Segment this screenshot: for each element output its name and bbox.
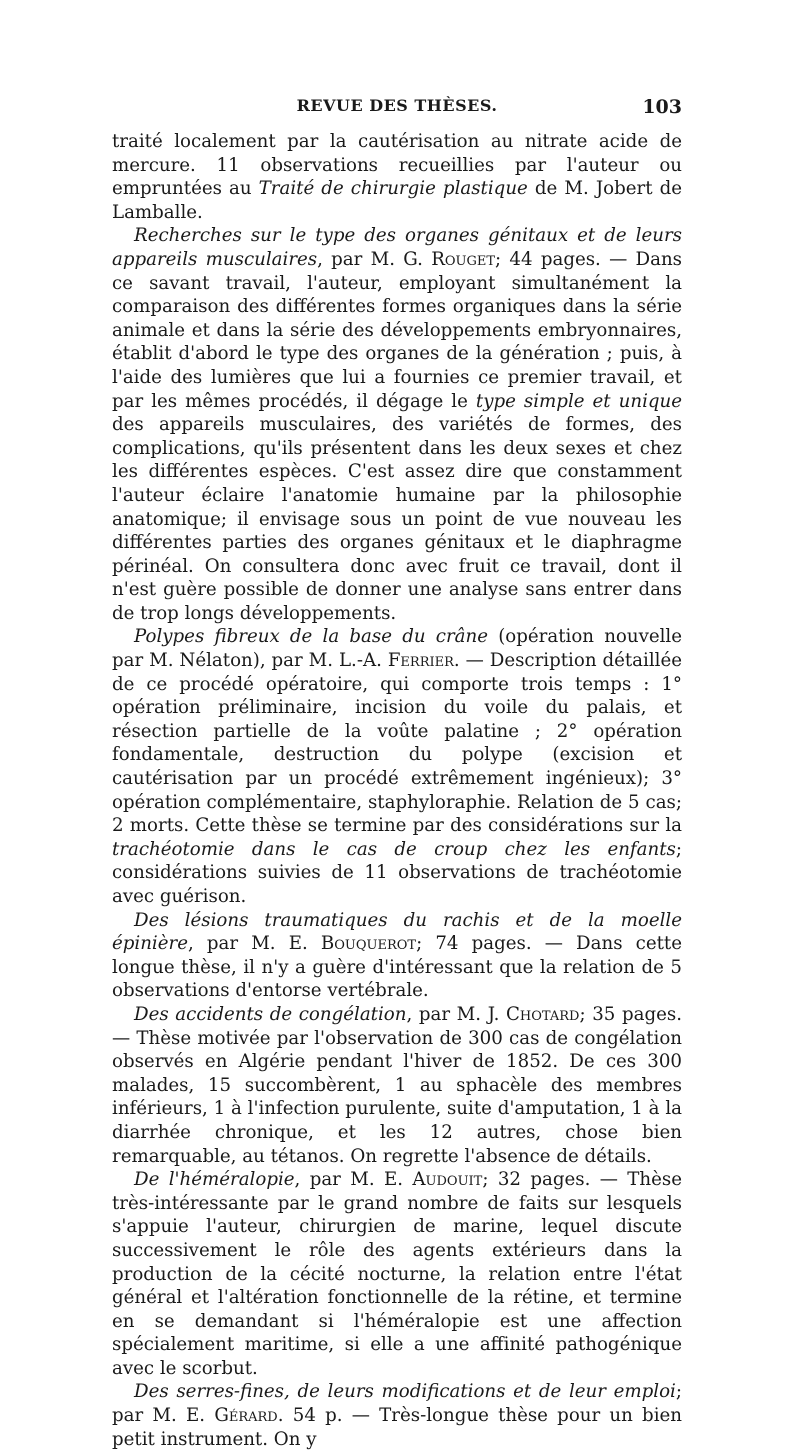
thesis-title: Polypes fibreux de la base du crâne xyxy=(134,626,488,648)
author-prefix: , par M. E. xyxy=(294,1169,413,1191)
running-head xyxy=(112,96,682,122)
paragraph-text: ; 44 pages. — Dans ce savant travail, l'auteur, employant simultanément la comparaison des différentes formes organiques dans la série animale et dans la série des développements embryonnaires, établit d'abord le type des organes de la génération ; puis, à l'aide des lumières que lui a fournies ce premier travail, et par les mêmes procédés, il dégage le xyxy=(112,248,683,412)
paragraph-text: . — Description détaillée de ce procédé opératoire, qui comporte trois temps : 1° opération préliminaire, incision du voile du palais, et résection partielle de la voûte palatine ; 2° opération fondamentale, destruction du polype (excision et cautérisation par un procédé extrêmement ingénieux); 3° opération complémentaire, staphyloraphie. Relation de 5 cas; 2 morts. Cette thèse se termine par des considérations sur la xyxy=(112,650,682,837)
paragraph-frostbite-thesis xyxy=(112,1003,682,1168)
paragraph-genital-organs-thesis xyxy=(112,224,682,625)
paragraph-text: ; 35 pages. — Thèse motivée par l'observation de 300 cas de congélation observés en Algérie pendant l'hiver de 1852. De ces 300 malades, 15 succombèrent, 1 au sphacèle des membres inférieurs, 1 à l'infection purulente, suite d'amputation, 1 à la diarrhée chronique, et les 12 autres, chose bien remarquable, au tétanos. On regrette l'absence de détails. xyxy=(112,1003,682,1167)
thesis-title: Recherches sur le type des organes génitaux et de leurs appareils musculaires xyxy=(112,225,682,270)
thesis-title: Des accidents de congélation xyxy=(134,1003,407,1025)
author-name: Bouquerot xyxy=(320,933,417,955)
paragraph-text: traité localement par la cautérisation au nitrate acide de mercure. 11 observations recueillies par l'auteur ou empruntées au xyxy=(112,131,682,200)
emphasis: trachéotomie dans le cas de croup chez les enfants xyxy=(112,838,676,860)
running-title: REVUE DES THÈSES. xyxy=(296,96,498,115)
paragraph-text: ; 74 pages. — Dans cette longue thèse, il n'y a guère d'intéressant que la relation de 5 observations d'entorse vertébrale. xyxy=(112,933,682,1002)
thesis-title: Des serres-fines, de leurs modifications et de leur emploi xyxy=(134,1381,676,1403)
author-name: Ferrier xyxy=(387,650,454,672)
author-name: Gérard xyxy=(214,1405,278,1427)
author-prefix: , par M. G. xyxy=(317,248,432,270)
thesis-title: Des lésions traumatiques du rachis et de la moelle épinière xyxy=(112,909,682,955)
paragraph-fibrous-polyps-thesis xyxy=(112,625,682,908)
emphasis: type simple et unique xyxy=(475,390,683,412)
author-prefix: ; par M. E. xyxy=(112,1381,682,1427)
paragraph-spinal-lesions-thesis xyxy=(112,909,682,1003)
author-prefix: , par M. E. xyxy=(187,933,321,955)
paragraph-text: (opération nouvelle par M. Nélaton), par M. L.-A. xyxy=(112,626,683,672)
author-name: Rouget xyxy=(431,248,496,270)
author-name: Chotard xyxy=(505,1003,580,1025)
paragraph-text: de M. Jobert de Lamballe. xyxy=(112,178,683,223)
page-number: 103 xyxy=(642,96,682,118)
paragraph-text: ; 32 pages. — Thèse très-intéressante par le grand nombre de faits sur lesquels s'appuie l'auteur, chirurgien de marine, lequel discute successivement le rôle des agents extérieurs dans la production de la cécité nocturne, la relation entre l'état général et l'altération fonctionnelle de la rétine, et termine en se demandant si l'héméralopie est une affection spécialement maritime, si elle a une affinité pathogénique avec le scorbut. xyxy=(112,1169,682,1379)
thesis-title: De l'héméralopie xyxy=(134,1169,295,1191)
paragraph-hemeralopia-thesis xyxy=(112,1168,682,1380)
cited-work-title: Traité de chirurgie plastique xyxy=(258,178,528,200)
paragraph-text: des appareils musculaires, des variétés de formes, des complications, qu'ils présentent dans les deux sexes et chez les différentes espèces. C'est assez dire que constamment l'auteur éclaire l'anatomie humaine par la philosophie anatomique; il envisage sous un point de vue nouveau les différentes parties des organes génitaux et le diaphragme périnéal. On consultera donc avec fruit ce travail, dont il n'est guère possible de donner une analyse sans entrer dans de trop longs développements. xyxy=(112,414,682,624)
author-prefix: , par M. J. xyxy=(406,1003,506,1025)
paragraph-text: . 54 p. — Très-longue thèse pour un bien petit instrument. On y xyxy=(112,1405,682,1450)
paragraph-plastic-surgery-tail xyxy=(112,130,682,224)
paragraph-text: ; considérations suivies de 11 observations de trachéotomie avec guérison. xyxy=(112,838,682,907)
paragraph-serres-fines-thesis xyxy=(112,1380,682,1451)
body-text xyxy=(112,130,682,1451)
author-name: Audouit xyxy=(412,1169,483,1191)
